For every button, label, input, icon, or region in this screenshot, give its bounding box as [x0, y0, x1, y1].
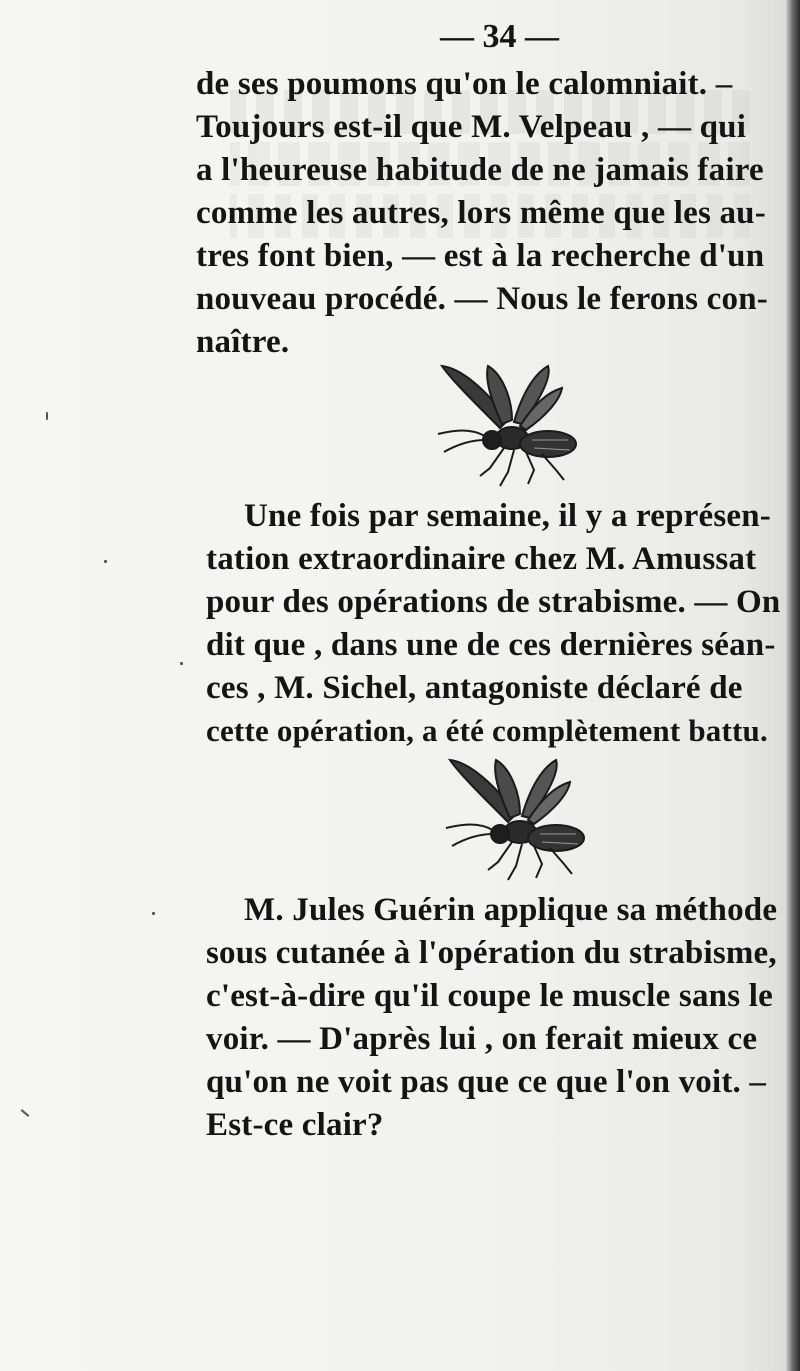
- text-line: voir. — D'après lui , on ferait mieux ce: [206, 1021, 758, 1057]
- text-line: Une fois par semaine, il y a représen-: [244, 498, 771, 534]
- text-line: qu'on ne voit pas que ce que l'on voit. –: [206, 1064, 767, 1100]
- ink-speck: [46, 412, 48, 420]
- text-line: comme les autres, lors même que les au-: [196, 195, 766, 231]
- text-line: M. Jules Guérin applique sa méthode: [244, 892, 778, 928]
- text-line: Toujours est-il que M. Velpeau , — qui: [196, 109, 747, 145]
- text-line: tres font bien, — est à la recherche d'un: [196, 238, 765, 274]
- text-line: a l'heureuse habitude de ne jamais faire: [196, 152, 764, 188]
- ink-speck: [180, 662, 183, 665]
- text-line: ces , M. Sichel, antagoniste déclaré de: [206, 670, 743, 706]
- wasp-vignette-icon: [430, 358, 590, 493]
- wasp-vignette-icon: [438, 752, 598, 887]
- text-line: pour des opérations de strabisme. — On: [206, 584, 781, 620]
- text-line: dit que , dans une de ces dernières séan-: [206, 627, 776, 663]
- text-line: c'est-à-dire qu'il coupe le muscle sans le: [206, 978, 773, 1014]
- text-line: Est-ce clair?: [206, 1107, 384, 1143]
- ink-speck: [21, 1109, 30, 1117]
- text-line: tation extraordinaire chez M. Amussat: [206, 541, 757, 577]
- page-edge-shadow: [786, 0, 800, 1371]
- ink-speck: [104, 560, 107, 563]
- text-line: nouveau procédé. — Nous le ferons con-: [196, 281, 768, 317]
- text-line: cette opération, a été complètement battu.: [206, 713, 768, 748]
- ink-speck: [152, 912, 155, 915]
- page-number: — 34 —: [440, 18, 559, 55]
- text-line: sous cutanée à l'opération du strabisme,: [206, 935, 777, 971]
- text-line: naître.: [196, 324, 290, 360]
- text-line: de ses poumons qu'on le calomniait. –: [196, 66, 733, 102]
